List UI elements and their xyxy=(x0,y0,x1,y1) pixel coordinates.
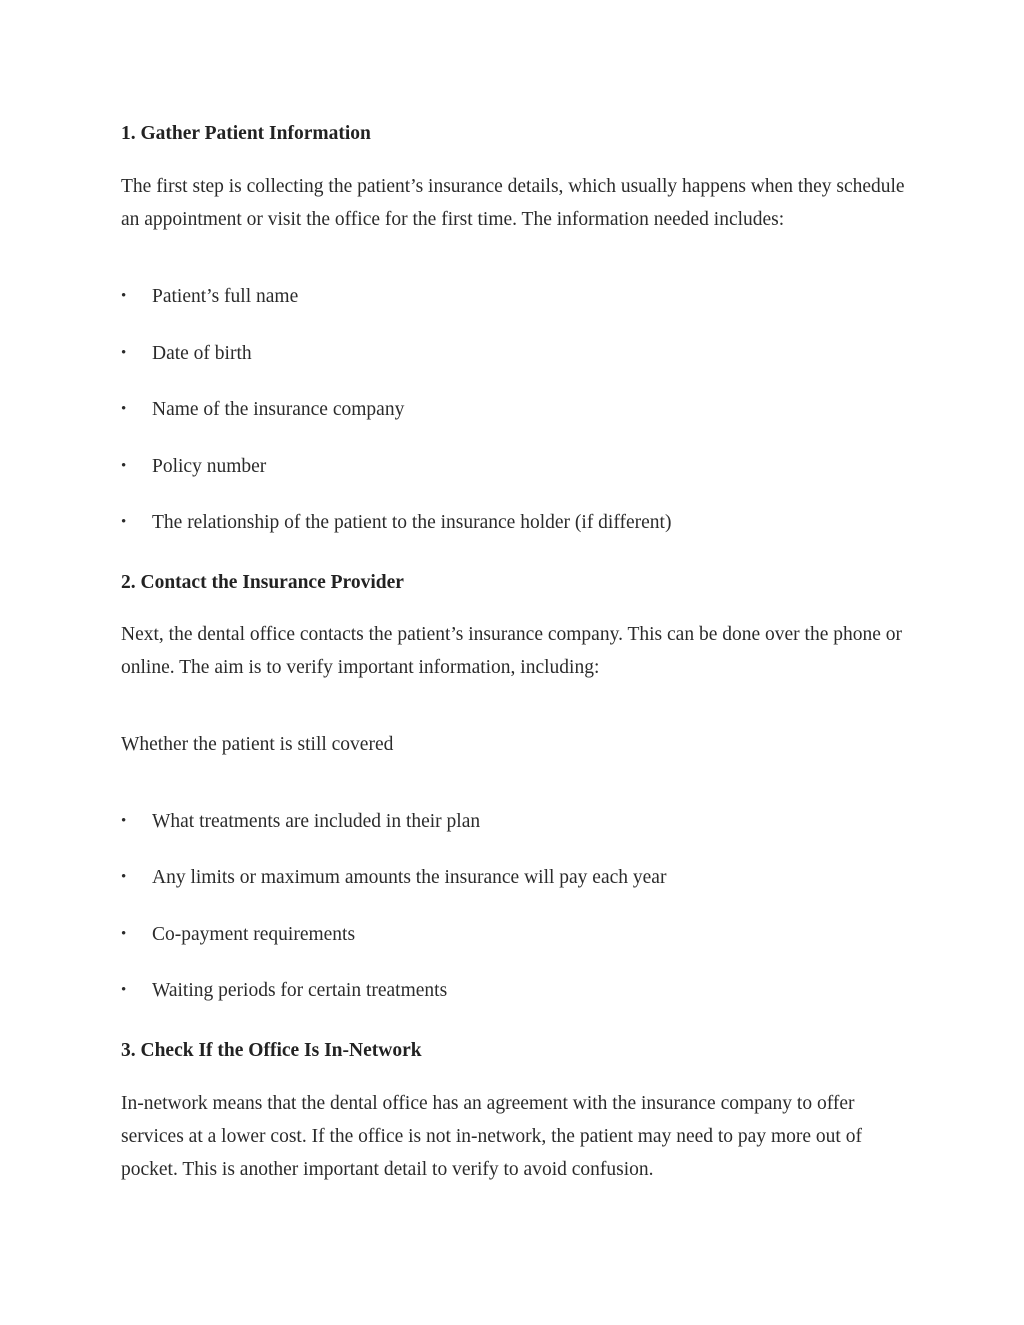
list-item-text: Waiting periods for certain treatments xyxy=(152,980,448,1001)
section-2-heading: 2. Contact the Insurance Provider xyxy=(121,572,404,593)
list-item-text: Date of birth xyxy=(152,343,252,364)
bullet-icon: • xyxy=(121,345,127,361)
section-1-heading: 1. Gather Patient Information xyxy=(121,123,371,144)
bullet-icon: • xyxy=(121,288,127,304)
list-item-text: The relationship of the patient to the insurance holder (if different) xyxy=(152,512,672,533)
list-item-text: Name of the insurance company xyxy=(152,399,405,420)
list-item-text: What treatments are included in their plan xyxy=(152,811,481,832)
section-3-paragraph: In-network means that the dental office has an agreement with the insurance company to offer services at a lower cost. If the office is not in-network, the patient may need to pay more out of pocket. This is another important detail to verify to avoid confusion. xyxy=(121,1093,862,1180)
section-3-heading: 3. Check If the Office Is In-Network xyxy=(121,1040,422,1061)
list-item-text: Any limits or maximum amounts the insurance will pay each year xyxy=(152,867,667,888)
bullet-icon: • xyxy=(121,982,127,998)
bullet-icon: • xyxy=(121,869,127,885)
section-2-plain-line: Whether the patient is still covered xyxy=(121,734,394,755)
bullet-icon: • xyxy=(121,926,127,942)
section-2-paragraph: Next, the dental office contacts the patient’s insurance company. This can be done over the phone or online. The aim is to verify important information, including: xyxy=(121,624,902,678)
bullet-icon: • xyxy=(121,458,127,474)
list-item-text: Policy number xyxy=(152,456,267,477)
list-item-text: Co-payment requirements xyxy=(152,924,356,945)
bullet-icon: • xyxy=(121,514,127,530)
list-item-text: Patient’s full name xyxy=(152,286,299,307)
section-1-paragraph: The first step is collecting the patient’s insurance details, which usually happens when they schedule an appointment or visit the office for the first time. The information needed includes: xyxy=(121,176,905,230)
bullet-icon: • xyxy=(121,813,127,829)
bullet-icon: • xyxy=(121,401,127,417)
